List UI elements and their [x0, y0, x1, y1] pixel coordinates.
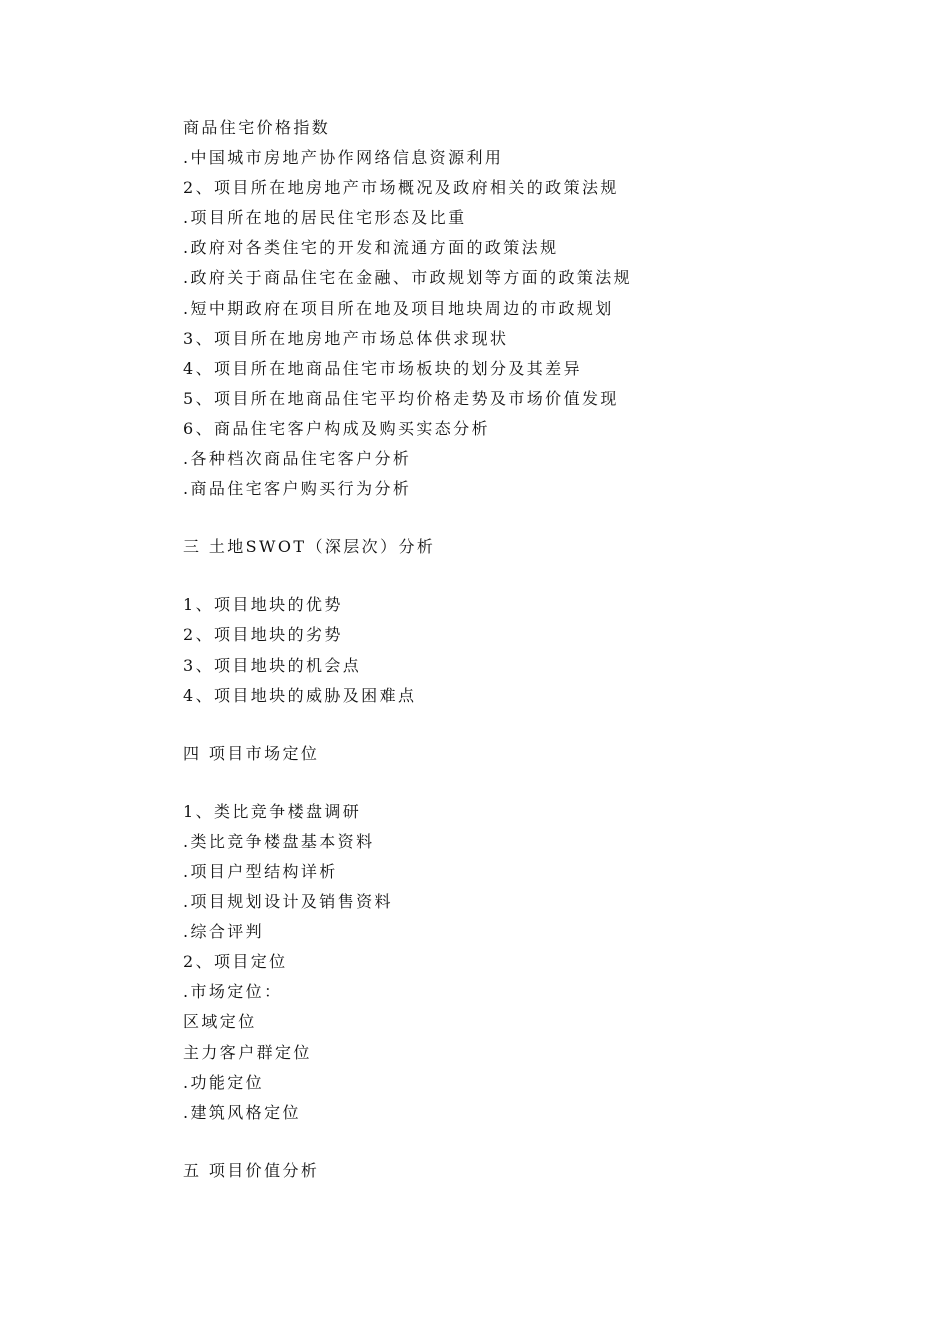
text-line: .项目规划设计及销售资料	[183, 892, 393, 912]
paragraph-gap	[183, 1128, 883, 1156]
text-line: 3、项目地块的机会点	[183, 655, 362, 675]
text-line: .市场定位：	[183, 982, 283, 1002]
text-line: .建筑风格定位	[183, 1102, 301, 1122]
section-heading-value: 五 项目价值分析	[183, 1160, 320, 1180]
text-line: 区域定位	[183, 1012, 257, 1032]
text-line: .项目所在地的居民住宅形态及比重	[183, 208, 467, 228]
text-line: 2、项目定位	[183, 952, 288, 972]
text-line: 4、项目所在地商品住宅市场板块的划分及其差异	[183, 358, 582, 378]
text-line: 主力客户群定位	[183, 1042, 312, 1062]
text-line: .综合评判	[183, 922, 265, 942]
text-line: .政府对各类住宅的开发和流通方面的政策法规	[183, 238, 559, 258]
text-line: 2、项目地块的劣势	[183, 625, 343, 645]
text-line: 商品住宅价格指数	[183, 118, 331, 137]
text-line: 1、项目地块的优势	[183, 595, 343, 615]
text-line: 5、项目所在地商品住宅平均价格走势及市场价值发现	[183, 388, 619, 408]
section-heading-position: 四 项目市场定位	[183, 743, 320, 763]
text-line: 6、商品住宅客户构成及购买实态分析	[183, 418, 490, 438]
text-line: .项目户型结构详析	[183, 861, 338, 881]
text-line: .各种档次商品住宅客户分析	[183, 449, 412, 469]
text-line: .类比竞争楼盘基本资料	[183, 831, 375, 851]
paragraph-gap	[183, 769, 883, 797]
text-line: .商品住宅客户购买行为分析	[183, 479, 412, 499]
text-line: .政府关于商品住宅在金融、市政规划等方面的政策法规	[183, 268, 633, 288]
section-heading-swot: 三 土地SWOT（深层次）分析	[183, 537, 436, 557]
text-line: 2、项目所在地房地产市场概况及政府相关的政策法规	[183, 178, 619, 198]
paragraph-gap	[183, 504, 883, 532]
text-line: 1、类比竞争楼盘调研	[183, 801, 362, 821]
text-line: .功能定位	[183, 1072, 265, 1092]
document-page	[183, 113, 883, 1186]
paragraph-gap	[183, 562, 883, 590]
text-line: 3、项目所在地房地产市场总体供求现状	[183, 328, 509, 348]
text-line: 4、项目地块的威胁及困难点	[183, 685, 417, 705]
paragraph-gap	[183, 711, 883, 739]
text-line: .短中期政府在项目所在地及项目地块周边的市政规划	[183, 298, 614, 318]
text-line: .中国城市房地产协作网络信息资源利用	[183, 148, 504, 168]
